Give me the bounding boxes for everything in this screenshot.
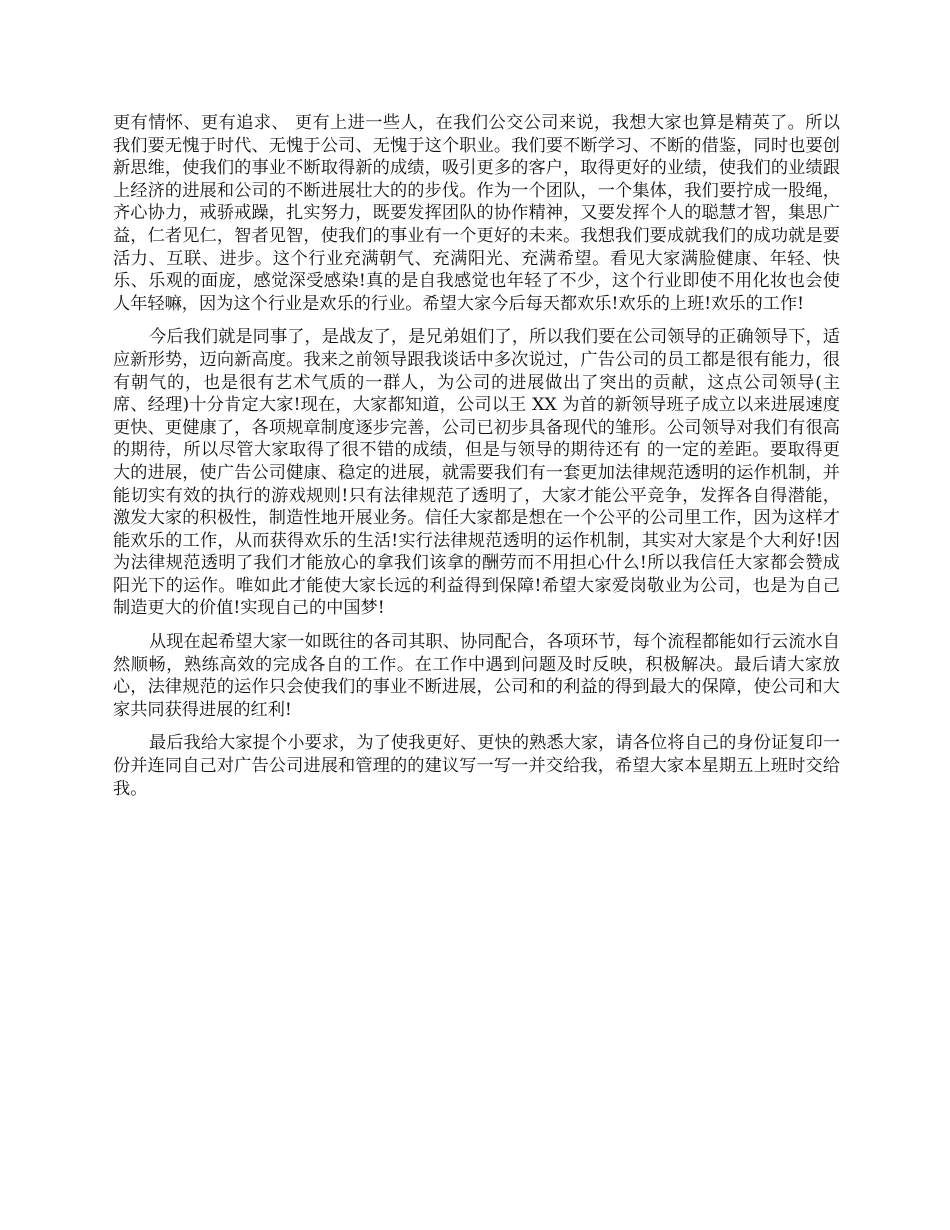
paragraph-1: 更有情怀、更有追求、 更有上进一些人，在我们公交公司来说，我想大家也算是精英了。所以我们要无愧于时代、无愧于公司、无愧于这个职业。我们要不断学习、不断的借鉴，同时也要创新思维，使我们的事业不断取得新的成绩，吸引更多的客户，取得更好的业绩，使我们的业绩跟上经济的进展和公司的不断进展壮大的的步伐。作为一个团队，一个集体，我们要拧成一股绳，齐心协力，戒骄戒躁，扎实努力，既要发挥团队的协作精神，又要发挥个人的聪慧才智，集思广益，仁者见仁，智者见智，使我们的事业有一个更好的未来。我想我们要成就我们的成功就是要活力、互联、进步。这个行业充满朝气、充满阳光、充满希望。看见大家满脸健康、年轻、快乐、乐观的面庞，感觉深受感染!真的是自我感觉也年轻了不少，这个行业即使不用化妆也会使人年轻嘛，因为这个行业是欢乐的行业。希望大家今后每天都欢乐!欢乐的上班!欢乐的工作!: [113, 113, 840, 314]
paragraph-2: 今后我们就是同事了，是战友了，是兄弟姐们了，所以我们要在公司领导的正确领导下，适应新形势，迈向新高度。我来之前领导跟我谈话中多次说过，广告公司的员工都是很有能力，很有朝气的，也是很有艺术气质的一群人，为公司的进展做出了突出的贡献，这点公司领导(主席、经理)十分肯定大家!现在，大家都知道，公司以王 XX 为首的新领导班子成立以来进展速度更快、更健康了，各项规章制度逐步完善，公司已初步具备现代的雏形。公司领导对我们有很高的期待，所以尽管大家取得了很不错的成绩，但是与领导的期待还有 的一定的差距。要取得更大的进展，使广告公司健康、稳定的进展，就需要我们有一套更加法律规范透明的运作机制，并能切实有效的执行的游戏规则!只有法律规范了透明了，大家才能公平竞争，发挥各自得潜能，激发大家的积极性，制造性地开展业务。信任大家都是想在一个公平的公司里工作，因为这样才能欢乐的工作，从而获得欢乐的生活!实行法律规范透明的运作机制，其实对大家是个大利好!因为法律规范透明了我们才能放心的拿我们该拿的酬劳而不用担心什么!所以我信任大家都会赞成阳光下的运作。唯如此才能使大家长远的利益得到保障!希望大家爱岗敬业为公司，也是为自己制造更大的价值!实现自己的中国梦!: [113, 327, 840, 619]
paragraph-3: 从现在起希望大家一如既往的各司其职、协同配合，各项环节，每个流程都能如行云流水自然顺畅，熟练高效的完成各自的工作。在工作中遇到问题及时反映，积极解决。最后请大家放心，法律规范的运作只会使我们的事业不断进展，公司和的利益的得到最大的保障，使公司和大家共同获得进展的红利!: [113, 632, 840, 720]
document-body: [113, 112, 840, 811]
paragraph-4: 最后我给大家提个小要求，为了使我更好、更快的熟悉大家，请各位将自己的身份证复印一份并连同自己对广告公司进展和管理的的建议写一写一并交给我，希望大家本星期五上班时交给我。: [113, 733, 840, 799]
